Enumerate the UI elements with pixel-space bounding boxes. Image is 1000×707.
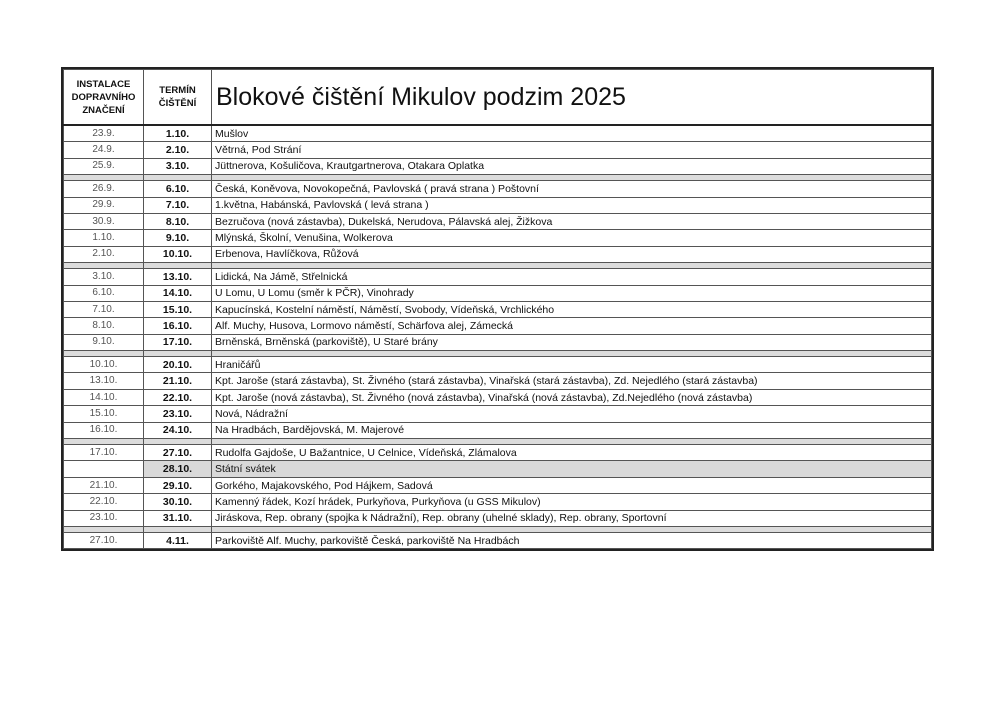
- table-row: [64, 181, 932, 197]
- table-row: [64, 494, 932, 510]
- streets-cell: Česká, Koněvova, Novokopečná, Pavlovská ( pravá strana ) Poštovní: [212, 181, 932, 197]
- cleaning-date-cell: 31.10.: [144, 510, 212, 526]
- streets-cell: Gorkého, Majakovského, Pod Hájkem, Sadová: [212, 477, 932, 493]
- install-date-cell: 8.10.: [64, 318, 144, 334]
- streets-cell: Hraničářů: [212, 357, 932, 373]
- install-date-cell: 10.10.: [64, 357, 144, 373]
- table-row: [64, 422, 932, 438]
- table-row: [64, 230, 932, 246]
- streets-cell: Mlýnská, Školní, Venušina, Wolkerova: [212, 230, 932, 246]
- header-install-line: DOPRAVNÍHO: [71, 91, 136, 103]
- table-row: [64, 510, 932, 526]
- header-install: [64, 70, 144, 126]
- streets-cell: Erbenova, Havlíčkova, Růžová: [212, 246, 932, 262]
- install-date-cell: 26.9.: [64, 181, 144, 197]
- install-date-cell: 25.9.: [64, 158, 144, 174]
- streets-cell: Kapucínská, Kostelní náměstí, Náměstí, Svobody, Vídeňská, Vrchlického: [212, 301, 932, 317]
- cleaning-date-cell: 10.10.: [144, 246, 212, 262]
- install-date-cell: 17.10.: [64, 445, 144, 461]
- table-row: [64, 445, 932, 461]
- cleaning-date-cell: 2.10.: [144, 142, 212, 158]
- cleaning-date-cell: 3.10.: [144, 158, 212, 174]
- cleaning-date-cell: 6.10.: [144, 181, 212, 197]
- install-date-cell: 21.10.: [64, 477, 144, 493]
- table-row: [64, 406, 932, 422]
- install-date-cell: 23.10.: [64, 510, 144, 526]
- install-date-cell: 7.10.: [64, 301, 144, 317]
- cleaning-date-cell: 17.10.: [144, 334, 212, 350]
- table-row: [64, 246, 932, 262]
- table-row: [64, 532, 932, 548]
- table-row: [64, 357, 932, 373]
- header-install-line: INSTALACE: [76, 78, 131, 90]
- table-row: [64, 334, 932, 350]
- streets-cell: Kpt. Jaroše (stará zástavba), St. Živného (stará zástavba), Vinařská (stará zástavba), Zd. Nejedlého (stará zástavba): [212, 373, 932, 389]
- header-install-line: ZNAČENÍ: [82, 104, 125, 116]
- streets-cell: Rudolfa Gajdoše, U Bažantnice, U Celnice, Vídeňská, Zlámalova: [212, 445, 932, 461]
- table-row: [64, 142, 932, 158]
- install-date-cell: 6.10.: [64, 285, 144, 301]
- table-row: [64, 373, 932, 389]
- header-term-line: TERMÍN: [159, 85, 196, 96]
- install-date-cell: 27.10.: [64, 532, 144, 548]
- streets-cell: Nová, Nádražní: [212, 406, 932, 422]
- streets-cell: Na Hradbách, Bardějovská, M. Majerové: [212, 422, 932, 438]
- table-row: [64, 301, 932, 317]
- install-date-cell: 22.10.: [64, 494, 144, 510]
- table-row: [64, 461, 932, 477]
- cleaning-date-cell: 23.10.: [144, 406, 212, 422]
- streets-cell: Jüttnerova, Košuličova, Krautgartnerova, Otakara Oplatka: [212, 158, 932, 174]
- install-date-cell: 3.10.: [64, 269, 144, 285]
- streets-cell: Jiráskova, Rep. obrany (spojka k Nádražní), Rep. obrany (uhelné sklady), Rep. obrany, Sportovní: [212, 510, 932, 526]
- cleaning-date-cell: 13.10.: [144, 269, 212, 285]
- install-date-cell: 2.10.: [64, 246, 144, 262]
- table-row: [64, 389, 932, 405]
- cleaning-date-cell: 21.10.: [144, 373, 212, 389]
- header-term: [144, 70, 212, 126]
- install-date-cell: 1.10.: [64, 230, 144, 246]
- cleaning-date-cell: 20.10.: [144, 357, 212, 373]
- install-date-cell: [64, 461, 144, 477]
- cleaning-date-cell: 28.10.: [144, 461, 212, 477]
- cleaning-date-cell: 15.10.: [144, 301, 212, 317]
- schedule-sheet: [61, 67, 934, 551]
- cleaning-date-cell: 24.10.: [144, 422, 212, 438]
- table-row: [64, 285, 932, 301]
- streets-cell: Státní svátek: [212, 461, 932, 477]
- install-date-cell: 29.9.: [64, 197, 144, 213]
- table-row: [64, 125, 932, 142]
- table-row: [64, 477, 932, 493]
- cleaning-date-cell: 30.10.: [144, 494, 212, 510]
- table-row: [64, 158, 932, 174]
- table-row: [64, 269, 932, 285]
- streets-cell: Bezručova (nová zástavba), Dukelská, Nerudova, Pálavská alej, Žižkova: [212, 213, 932, 229]
- streets-cell: Alf. Muchy, Husova, Lormovo náměstí, Schärfova alej, Zámecká: [212, 318, 932, 334]
- cleaning-date-cell: 9.10.: [144, 230, 212, 246]
- install-date-cell: 15.10.: [64, 406, 144, 422]
- cleaning-date-cell: 1.10.: [144, 125, 212, 142]
- install-date-cell: 24.9.: [64, 142, 144, 158]
- install-date-cell: 16.10.: [64, 422, 144, 438]
- table-row: [64, 213, 932, 229]
- streets-cell: Větrná, Pod Strání: [212, 142, 932, 158]
- table-row: [64, 318, 932, 334]
- install-date-cell: 23.9.: [64, 125, 144, 142]
- cleaning-date-cell: 16.10.: [144, 318, 212, 334]
- header-row: [64, 70, 932, 126]
- page-title: Blokové čištění Mikulov podzim 2025: [212, 70, 932, 126]
- streets-cell: Brněnská, Brněnská (parkoviště), U Staré brány: [212, 334, 932, 350]
- streets-cell: Kpt. Jaroše (nová zástavba), St. Živného (nová zástavba), Vinařská (nová zástavba), Zd.Nejedlého (nová zástavba): [212, 389, 932, 405]
- header-term-line: ČIŠTĚNÍ: [158, 98, 197, 109]
- install-date-cell: 9.10.: [64, 334, 144, 350]
- install-date-cell: 13.10.: [64, 373, 144, 389]
- streets-cell: 1.května, Habánská, Pavlovská ( levá strana ): [212, 197, 932, 213]
- table-row: [64, 197, 932, 213]
- streets-cell: Mušlov: [212, 125, 932, 142]
- install-date-cell: 14.10.: [64, 389, 144, 405]
- cleaning-date-cell: 22.10.: [144, 389, 212, 405]
- streets-cell: Parkoviště Alf. Muchy, parkoviště Česká, parkoviště Na Hradbách: [212, 532, 932, 548]
- streets-cell: Lidická, Na Jámě, Střelnická: [212, 269, 932, 285]
- cleaning-date-cell: 27.10.: [144, 445, 212, 461]
- cleaning-date-cell: 29.10.: [144, 477, 212, 493]
- streets-cell: Kamenný řádek, Kozí hrádek, Purkyňova, Purkyňova (u GSS Mikulov): [212, 494, 932, 510]
- cleaning-schedule-table: [63, 69, 932, 549]
- install-date-cell: 30.9.: [64, 213, 144, 229]
- streets-cell: U Lomu, U Lomu (směr k PČR), Vinohrady: [212, 285, 932, 301]
- cleaning-date-cell: 14.10.: [144, 285, 212, 301]
- cleaning-date-cell: 8.10.: [144, 213, 212, 229]
- cleaning-date-cell: 4.11.: [144, 532, 212, 548]
- cleaning-date-cell: 7.10.: [144, 197, 212, 213]
